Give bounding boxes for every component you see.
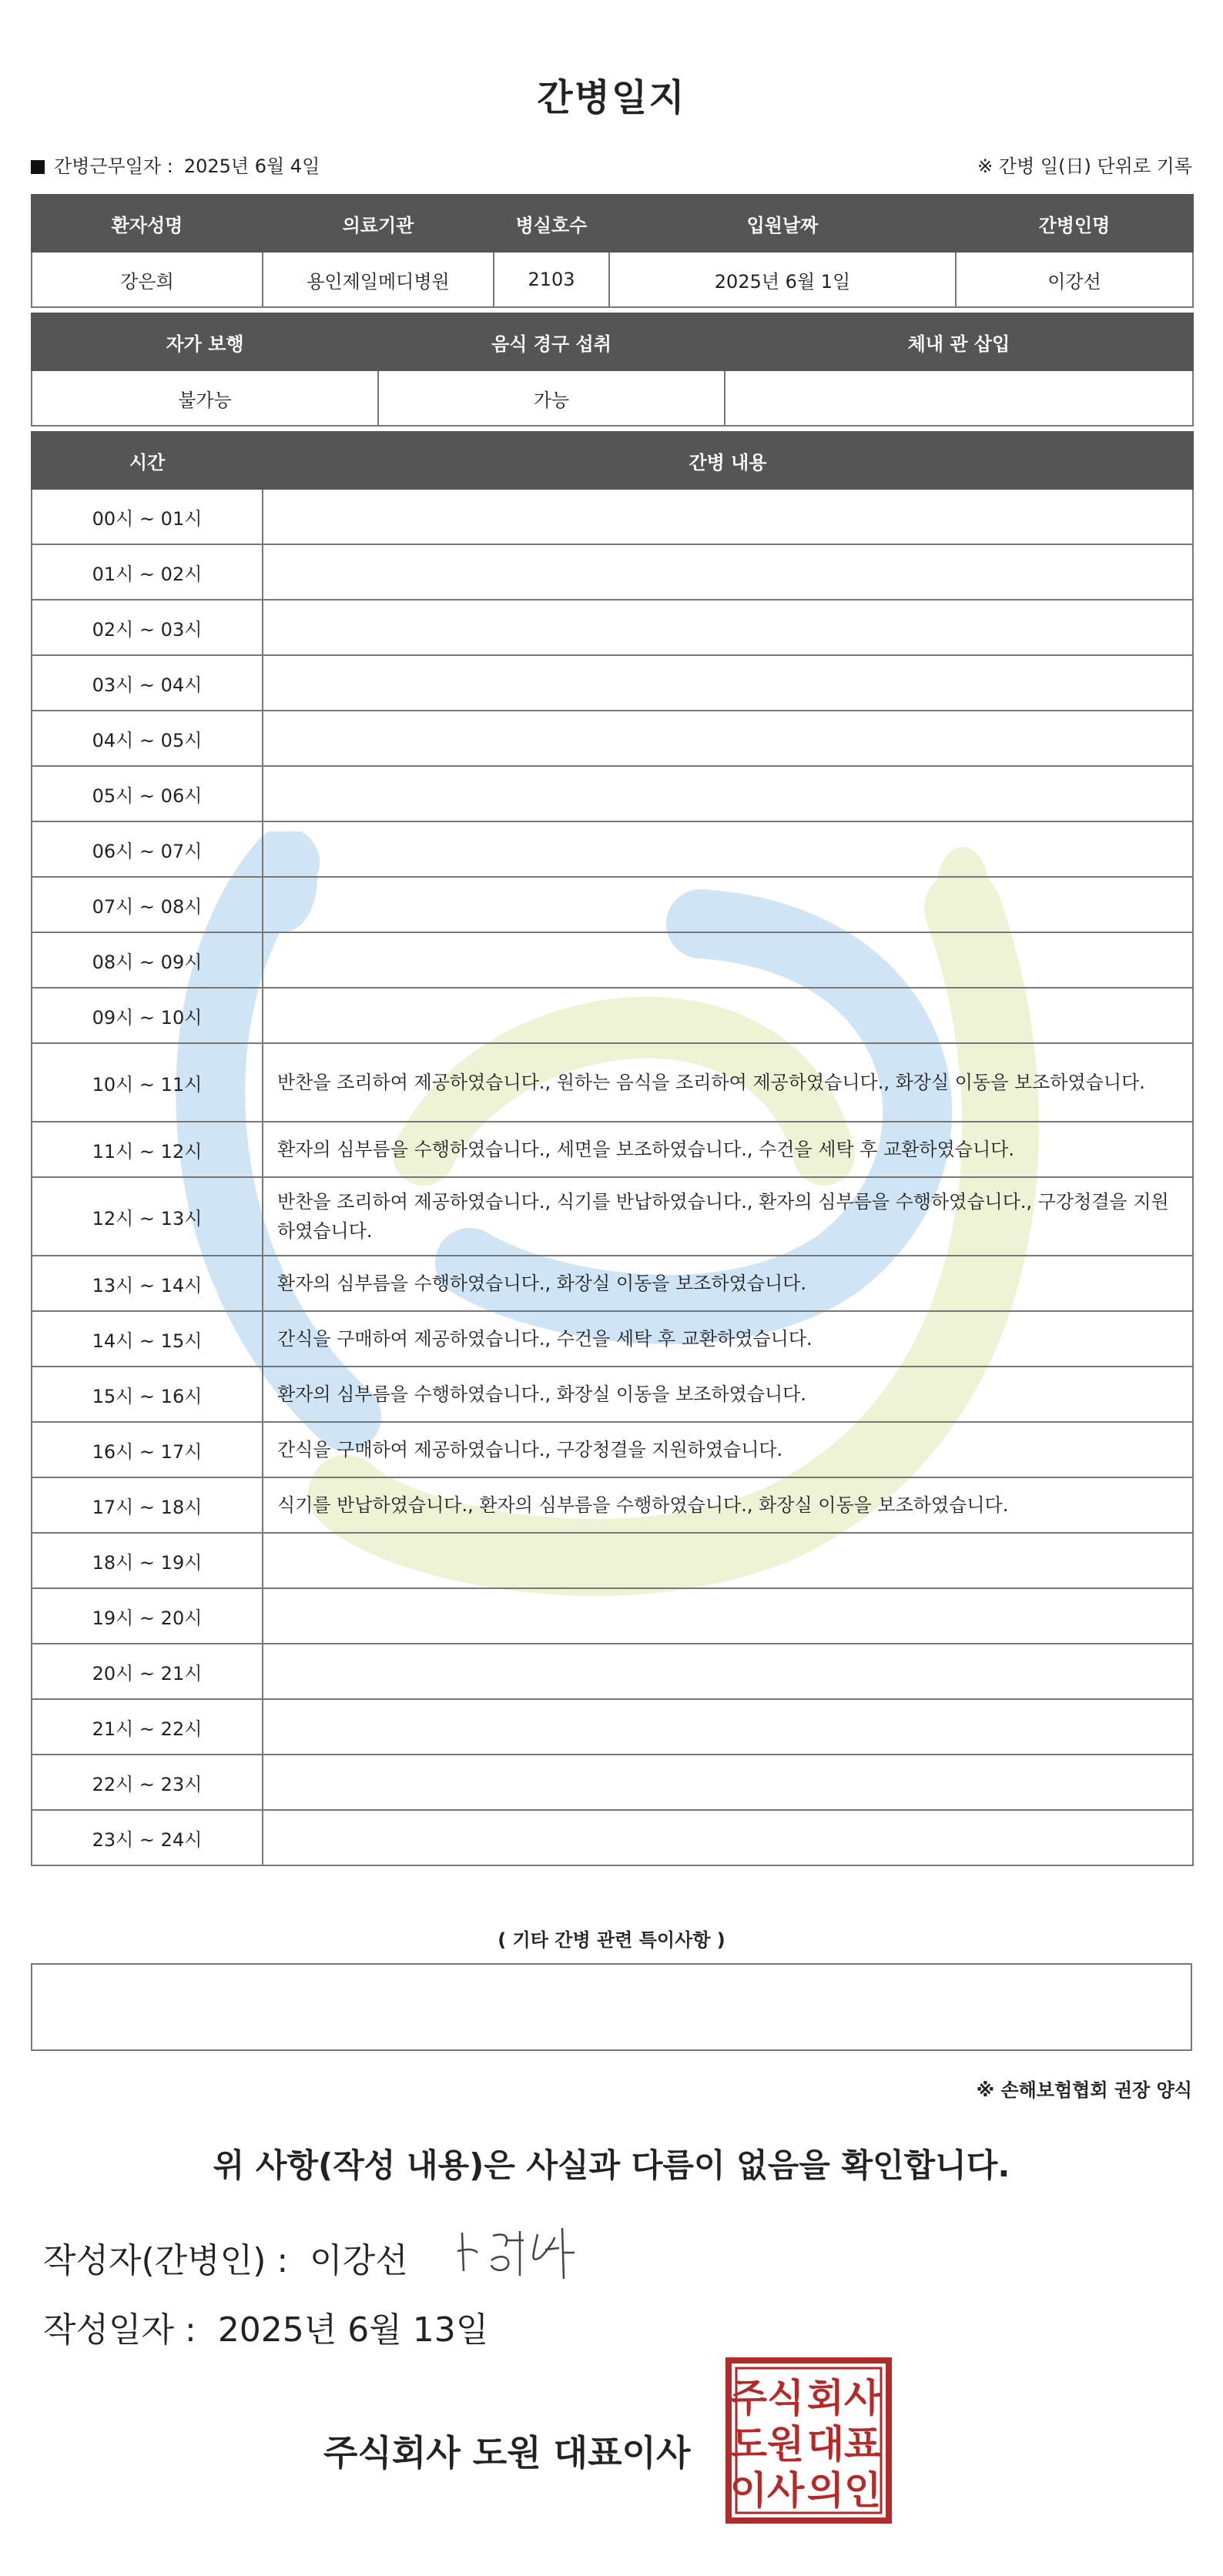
table-row bbox=[32, 1755, 1193, 1810]
written-date-line bbox=[43, 2302, 488, 2351]
table-row bbox=[32, 932, 1193, 988]
table-row bbox=[32, 1311, 1193, 1367]
time-slot: 22시 ~ 23시 bbox=[32, 1755, 263, 1810]
care-content: 환자의 심부름을 수행하였습니다., 화장실 이동을 보조하였습니다. bbox=[263, 1367, 1193, 1422]
company-representative: 주식회사 도원 대표이사 bbox=[323, 2432, 691, 2474]
care-content bbox=[263, 988, 1193, 1043]
table-row bbox=[32, 1422, 1193, 1477]
work-date-value: 2025년 6월 4일 bbox=[183, 156, 320, 177]
time-slot: 15시 ~ 16시 bbox=[32, 1367, 263, 1422]
table-row bbox=[32, 489, 1193, 544]
company-seal-stamp bbox=[724, 2356, 893, 2525]
care-content: 반찬을 조리하여 제공하였습니다., 식기를 반납하였습니다., 환자의 심부름을 수행하였습니다., 구강청결을 지원하였습니다. bbox=[263, 1177, 1193, 1256]
table-row bbox=[32, 821, 1193, 877]
header-admission-date: 입원날짜 bbox=[609, 195, 956, 252]
time-slot: 14시 ~ 15시 bbox=[32, 1311, 263, 1367]
confirmation-statement: 위 사항(작성 내용)은 사실과 다름이 없음을 확인합니다. bbox=[213, 2146, 1010, 2184]
header-tube-insertion: 체내 관 삽입 bbox=[725, 313, 1193, 370]
admission-date: 2025년 6월 1일 bbox=[609, 252, 956, 307]
time-slot: 11시 ~ 12시 bbox=[32, 1122, 263, 1177]
caregiver-name: 이강선 bbox=[956, 252, 1193, 307]
table-row bbox=[32, 655, 1193, 711]
time-slot: 19시 ~ 20시 bbox=[32, 1588, 263, 1644]
meta-row bbox=[31, 151, 1192, 182]
table-row bbox=[32, 1477, 1193, 1533]
care-content: 반찬을 조리하여 제공하였습니다., 원하는 음식을 조리하여 제공하였습니다., 화장실 이동을 보조하였습니다. bbox=[263, 1043, 1193, 1122]
time-slot: 07시 ~ 08시 bbox=[32, 877, 263, 932]
table-row bbox=[32, 1810, 1193, 1865]
work-date-label: 간병근무일자 : bbox=[54, 156, 173, 177]
oral-intake-value: 가능 bbox=[378, 370, 725, 426]
header-patient-name: 환자성명 bbox=[32, 195, 263, 252]
record-unit-note: ※ 간병 일(日) 단위로 기록 bbox=[977, 156, 1192, 177]
header-care-content: 간병 내용 bbox=[263, 432, 1193, 489]
care-content: 환자의 심부름을 수행하였습니다., 세면을 보조하였습니다., 수건을 세탁 후 교환하였습니다. bbox=[263, 1122, 1193, 1177]
time-slot: 01시 ~ 02시 bbox=[32, 544, 263, 600]
patient-info-table bbox=[31, 194, 1194, 308]
svg-text:주식: 주식 bbox=[729, 2376, 805, 2420]
care-content bbox=[263, 600, 1193, 655]
time-slot: 16시 ~ 17시 bbox=[32, 1422, 263, 1477]
time-slot: 23시 ~ 24시 bbox=[32, 1810, 263, 1865]
svg-text:이사: 이사 bbox=[729, 2468, 805, 2513]
svg-text:의인: 의인 bbox=[806, 2468, 882, 2513]
time-slot: 06시 ~ 07시 bbox=[32, 821, 263, 877]
care-content bbox=[263, 1699, 1193, 1755]
header-self-walking: 자가 보행 bbox=[32, 313, 378, 370]
page-title: 간병일지 bbox=[537, 76, 686, 119]
time-slot: 17시 ~ 18시 bbox=[32, 1477, 263, 1533]
header-oral-intake: 음식 경구 섭취 bbox=[378, 313, 725, 370]
time-slot: 18시 ~ 19시 bbox=[32, 1533, 263, 1588]
writer-label: 작성자(간병인) : bbox=[43, 2241, 289, 2280]
patient-status-table bbox=[31, 313, 1194, 427]
svg-text:회사: 회사 bbox=[806, 2376, 882, 2420]
time-slot: 12시 ~ 13시 bbox=[32, 1177, 263, 1256]
square-bullet-icon bbox=[31, 160, 45, 174]
care-content bbox=[263, 544, 1193, 600]
form-source-note: ※ 손해보험협회 권장 양식 bbox=[976, 2079, 1192, 2101]
table-row bbox=[32, 1177, 1193, 1256]
table-row bbox=[32, 1122, 1193, 1177]
table-row bbox=[32, 766, 1193, 821]
care-content bbox=[263, 489, 1193, 544]
special-notes-title: ( 기타 간병 관련 특이사항 ) bbox=[498, 1929, 725, 1951]
special-notes-box bbox=[31, 1963, 1192, 2051]
header-time: 시간 bbox=[32, 432, 263, 489]
hospital-name: 용인제일메디병원 bbox=[263, 252, 494, 307]
time-slot: 09시 ~ 10시 bbox=[32, 988, 263, 1043]
handwritten-signature bbox=[447, 2217, 585, 2287]
time-slot: 20시 ~ 21시 bbox=[32, 1644, 263, 1699]
table-row bbox=[32, 711, 1193, 766]
care-content: 간식을 구매하여 제공하였습니다., 수건을 세탁 후 교환하였습니다. bbox=[263, 1311, 1193, 1367]
care-content bbox=[263, 932, 1193, 988]
care-log-table bbox=[31, 431, 1194, 1866]
writer-line bbox=[43, 2233, 408, 2282]
written-date-value: 2025년 6월 13일 bbox=[217, 2310, 489, 2350]
care-content bbox=[263, 1755, 1193, 1810]
svg-text:대표: 대표 bbox=[806, 2422, 882, 2467]
table-row bbox=[32, 1367, 1193, 1422]
tube-insertion-value bbox=[725, 370, 1193, 426]
table-row bbox=[32, 1256, 1193, 1311]
time-slot: 13시 ~ 14시 bbox=[32, 1256, 263, 1311]
table-row bbox=[32, 1043, 1193, 1122]
table-row bbox=[32, 1699, 1193, 1755]
care-content bbox=[263, 1810, 1193, 1865]
care-content bbox=[263, 877, 1193, 932]
time-slot: 03시 ~ 04시 bbox=[32, 655, 263, 711]
care-content bbox=[263, 655, 1193, 711]
care-content bbox=[263, 1644, 1193, 1699]
header-hospital: 의료기관 bbox=[263, 195, 494, 252]
care-content: 식기를 반납하였습니다., 환자의 심부름을 수행하였습니다., 화장실 이동을 보조하였습니다. bbox=[263, 1477, 1193, 1533]
care-content bbox=[263, 1533, 1193, 1588]
time-slot: 02시 ~ 03시 bbox=[32, 600, 263, 655]
care-content bbox=[263, 711, 1193, 766]
time-slot: 08시 ~ 09시 bbox=[32, 932, 263, 988]
room-number: 2103 bbox=[494, 252, 609, 307]
time-slot: 00시 ~ 01시 bbox=[32, 489, 263, 544]
svg-text:도원: 도원 bbox=[729, 2422, 805, 2467]
table-row bbox=[32, 1588, 1193, 1644]
header-room: 병실호수 bbox=[494, 195, 609, 252]
table-row bbox=[32, 1644, 1193, 1699]
table-row bbox=[32, 1533, 1193, 1588]
time-slot: 04시 ~ 05시 bbox=[32, 711, 263, 766]
table-row bbox=[32, 600, 1193, 655]
care-content: 간식을 구매하여 제공하였습니다., 구강청결을 지원하였습니다. bbox=[263, 1422, 1193, 1477]
table-row bbox=[32, 877, 1193, 932]
care-content: 환자의 심부름을 수행하였습니다., 화장실 이동을 보조하였습니다. bbox=[263, 1256, 1193, 1311]
table-row bbox=[32, 544, 1193, 600]
self-walking-value: 불가능 bbox=[32, 370, 378, 426]
time-slot: 05시 ~ 06시 bbox=[32, 766, 263, 821]
time-slot: 21시 ~ 22시 bbox=[32, 1699, 263, 1755]
care-content bbox=[263, 821, 1193, 877]
care-content bbox=[263, 766, 1193, 821]
time-slot: 10시 ~ 11시 bbox=[32, 1043, 263, 1122]
table-row bbox=[32, 988, 1193, 1043]
writer-name: 이강선 bbox=[310, 2241, 408, 2280]
care-content bbox=[263, 1588, 1193, 1644]
written-date-label: 작성일자 : bbox=[43, 2310, 196, 2350]
patient-name: 강은희 bbox=[32, 252, 263, 307]
work-date bbox=[31, 151, 320, 178]
header-caregiver: 간병인명 bbox=[956, 195, 1193, 252]
